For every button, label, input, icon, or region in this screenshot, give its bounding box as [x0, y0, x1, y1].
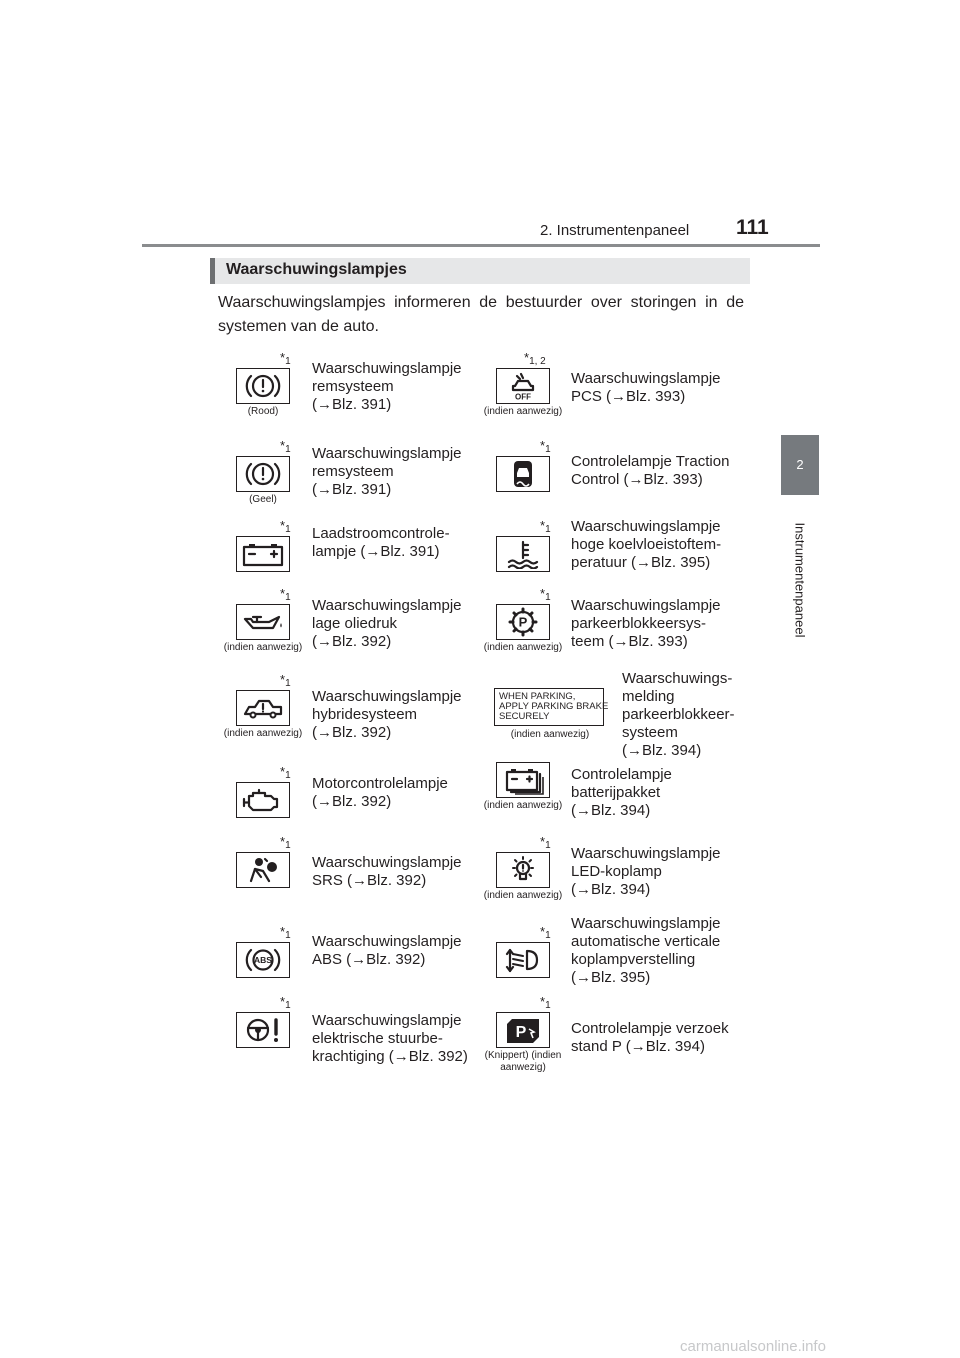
footnote-marker: $*_1$ [280, 438, 291, 455]
lamp-description-line: hoge koelvloeistoftem- [571, 536, 722, 553]
lamp-description [312, 1012, 488, 1066]
lamp-description-line: ABS (→Blz. 392) [312, 951, 426, 968]
lamp-description [312, 525, 488, 561]
lamp-description-line: parkeerblokkeersys- [571, 615, 707, 632]
lamp-description-line: stand P (→Blz. 394) [571, 1038, 705, 1055]
footnote-marker: $*_1$ [280, 764, 291, 781]
parking-message-line: WHEN PARKING, [499, 691, 576, 702]
header-divider [142, 244, 820, 247]
footnote-marker: $*_1$ [280, 586, 291, 603]
section-heading: Waarschuwingslampjes [226, 261, 407, 278]
footnote-marker: $*_1$ [280, 924, 291, 941]
footnote-marker: $*_1$ [280, 350, 291, 367]
lamp-description-line: Waarschuwingslampje [312, 1012, 462, 1029]
lamp-caption: (indien aanwezig) [483, 406, 563, 417]
lamp-description-line: hybridesysteem [312, 706, 418, 723]
lamp-description [571, 518, 747, 572]
lamp-description-line: remsysteem [312, 378, 394, 395]
footnote-marker: $*_1$ [540, 518, 551, 535]
lamp-description-line: Waarschuwingslampje [312, 360, 462, 377]
footnote-marker: $*_1$ [280, 994, 291, 1011]
lamp-description [312, 445, 488, 499]
lamp-caption: (indien aanwezig) [483, 800, 563, 811]
lamp-description [312, 360, 488, 414]
lamp-description-line: Waarschuwingslampje [312, 688, 462, 705]
lamp-description-line: Controlelampje [571, 766, 672, 783]
lamp-caption: (indien aanwezig) [223, 728, 303, 739]
chapter-tab-number: 2 [781, 435, 819, 495]
srs-airbag-icon [236, 852, 290, 888]
lamp-description-line: (→Blz. 392) [312, 793, 392, 810]
lamp-description-line: Waarschuwingslampje [571, 915, 721, 932]
lamp-caption: (indien aanwezig) [510, 729, 590, 740]
parking-message-display [494, 688, 609, 726]
lamp-description [571, 597, 747, 651]
park-request-icon [496, 1012, 550, 1048]
brake-warning-icon [236, 368, 290, 404]
section-heading-bar [210, 258, 750, 284]
lamp-description-line: SRS (→Blz. 392) [312, 872, 427, 889]
led-headlamp-icon [496, 852, 550, 888]
lamp-description-line: lampje (→Blz. 391) [312, 543, 440, 560]
battery-charge-icon [236, 536, 290, 572]
power-steering-icon [236, 1012, 290, 1048]
lamp-description-line: (→Blz. 395) [571, 969, 651, 986]
brake-warning-icon [236, 456, 290, 492]
lamp-description [312, 688, 488, 742]
lamp-description-line: Waarschuwingslampje [312, 597, 462, 614]
lamp-description-line: Waarschuwingslampje [312, 933, 462, 950]
lamp-description-line: parkeerblokkeer- [622, 706, 735, 723]
lamp-description-line: PCS (→Blz. 393) [571, 388, 686, 405]
parking-brake-system-icon [496, 604, 550, 640]
lamp-description [571, 915, 747, 987]
lamp-caption: (indien aanwezig) [223, 642, 303, 653]
footnote-marker: $*_{1, 2}$ [524, 350, 546, 367]
parking-message-line: APPLY PARKING BRAKE [499, 701, 609, 712]
svg-text:P: P [518, 614, 528, 630]
hybrid-system-icon [236, 690, 290, 726]
footnote-marker: $*_1$ [540, 834, 551, 851]
lamp-description-line: Motorcontrolelampje [312, 775, 448, 792]
lamp-description-line: Waarschuwingslampje [571, 597, 721, 614]
lamp-description-line: automatische verticale [571, 933, 721, 950]
lamp-description-line: (→Blz. 394) [622, 742, 702, 759]
lamp-description-line: Controlelampje Traction [571, 453, 730, 470]
check-engine-icon [236, 782, 290, 818]
lamp-description-line: (→Blz. 394) [571, 802, 651, 819]
lamp-description [312, 597, 488, 651]
section-intro: Waarschuwingslampjes informeren de bestuurder over storingen in de systemen van de auto. [218, 294, 744, 335]
footnote-marker: $*_1$ [540, 994, 551, 1011]
running-header-section: 2. Instrumentenpaneel [540, 222, 690, 239]
lamp-description-line: koplampverstelling [571, 951, 696, 968]
footnote-marker: $*_1$ [280, 518, 291, 535]
svg-text:ABS: ABS [254, 955, 272, 966]
lamp-description [571, 370, 747, 406]
lamp-description-line: (→Blz. 394) [571, 881, 651, 898]
lamp-description-line: Waarschuwingslampje [571, 845, 721, 862]
lamp-description [571, 766, 747, 820]
parking-message-line: SECURELY [499, 711, 550, 722]
lamp-description-line: (→Blz. 392) [312, 633, 392, 650]
abs-icon [236, 942, 290, 978]
lamp-caption: (indien aanwezig) [483, 890, 563, 901]
lamp-description-line: Control (→Blz. 393) [571, 471, 703, 488]
lamp-description-line: batterijpakket [571, 784, 661, 801]
lamp-caption: (indien aanwezig) [483, 642, 563, 653]
section-heading-accent [210, 258, 215, 284]
headlamp-leveling-icon [496, 942, 550, 978]
lamp-description [312, 854, 488, 890]
lamp-description [312, 933, 488, 969]
lamp-description [312, 775, 488, 811]
footnote-marker: $*_1$ [540, 586, 551, 603]
lamp-caption: (Rood) [247, 406, 279, 417]
lamp-description-line: Waarschuwingslampje [312, 445, 462, 462]
lamp-description-line: peratuur (→Blz. 395) [571, 554, 711, 571]
footnote-marker: $*_1$ [280, 834, 291, 851]
svg-text:P: P [515, 1024, 527, 1041]
svg-text:OFF: OFF [515, 392, 531, 401]
lamp-description-line: systeem [622, 724, 678, 741]
oil-pressure-icon [236, 604, 290, 640]
lamp-description-line: Laadstroomcontrole- [312, 525, 450, 542]
watermark-footer: carmanualsonline.info [680, 1338, 826, 1355]
traction-control-icon [496, 456, 550, 492]
lamp-description-line: Waarschuwings- [622, 670, 733, 687]
lamp-description-line: teem (→Blz. 393) [571, 633, 688, 650]
lamp-description-line: elektrische stuurbe- [312, 1030, 443, 1047]
footnote-marker: $*_1$ [280, 672, 291, 689]
lamp-description [622, 670, 752, 760]
lamp-description-line: remsysteem [312, 463, 394, 480]
page-number: 111 [736, 216, 769, 239]
footnote-marker: $*_1$ [540, 438, 551, 455]
lamp-description-line: Waarschuwingslampje [571, 370, 721, 387]
coolant-temp-icon [496, 536, 550, 572]
pcs-off-icon [496, 368, 550, 404]
lamp-description-line: krachtiging (→Blz. 392) [312, 1048, 468, 1065]
lamp-description-line: (→Blz. 391) [312, 481, 392, 498]
chapter-tab-label: Instrumentenpaneel [792, 522, 808, 638]
lamp-caption: (Geel) [249, 494, 277, 505]
lamp-description [571, 1020, 747, 1056]
lamp-description [571, 453, 747, 489]
lamp-description-line: Waarschuwingslampje [571, 518, 721, 535]
lamp-description-line: Waarschuwingslampje [312, 854, 462, 871]
lamp-description-line: (→Blz. 391) [312, 396, 392, 413]
lamp-caption: (Knippert) (indien aanwezig) [484, 1050, 562, 1073]
lamp-description-line: (→Blz. 392) [312, 724, 392, 741]
footnote-marker: $*_1$ [540, 924, 551, 941]
lamp-description-line: Controlelampje verzoek [571, 1020, 729, 1037]
lamp-description [571, 845, 747, 899]
battery-pack-icon [496, 762, 550, 798]
lamp-description-line: LED-koplamp [571, 863, 662, 880]
lamp-description-line: melding [622, 688, 675, 705]
lamp-description-line: lage oliedruk [312, 615, 398, 632]
